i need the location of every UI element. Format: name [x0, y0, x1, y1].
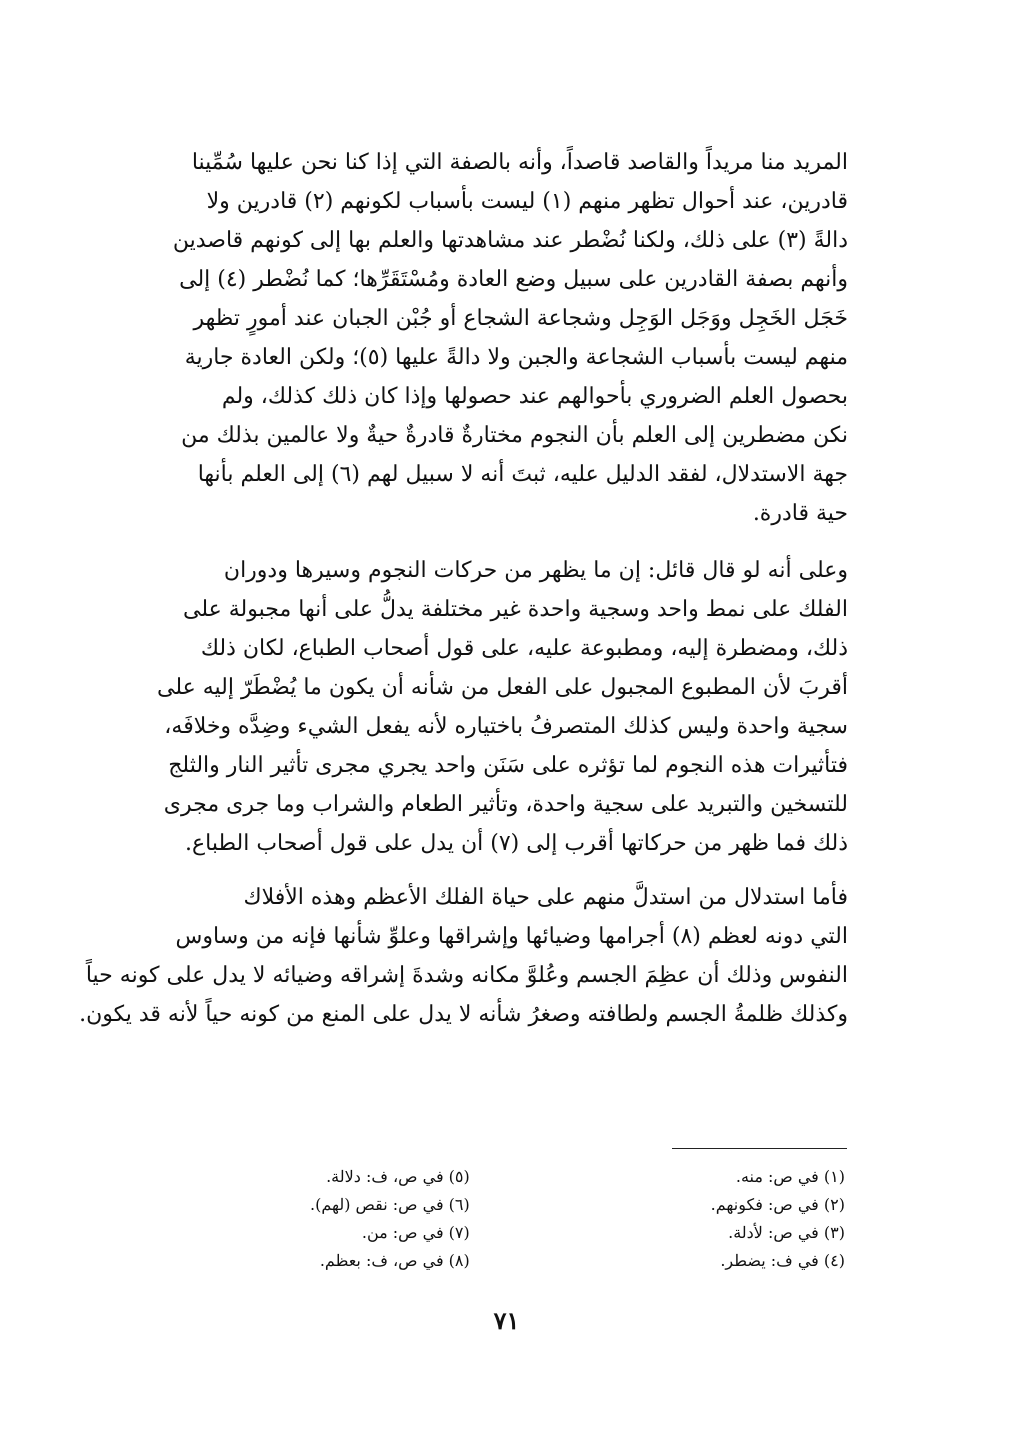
text-line: للتسخين والتبريد على سجية واحدة، وتأثير الطعام والشراب وما جرى مجرى	[163, 792, 848, 817]
footnote: (٤) في ف: يضطر.	[720, 1251, 845, 1270]
paragraph-3	[79, 878, 848, 1034]
text-line: أقربَ لأن المطبوع المجبول على الفعل من شأنه أن يكون ما يُضْطَرّ إليه على	[156, 675, 848, 700]
text-line: حية قادرة.	[752, 501, 848, 526]
text-line: خَجَل الخَجِل ووَجَل الوَجِل وشجاعة الشجاع أو جُبْن الجبان عند أمورٍ تظهر	[193, 306, 848, 331]
text-line: فأما استدلال من استدلَّ منهم على حياة الفلك الأعظم وهذه الأفلاك	[243, 885, 848, 910]
text-line: التي دونه لعظم (٨) أجرامها وضيائها وإشراقها وعلوِّ شأنها فإنه من وساوس	[175, 924, 848, 949]
footnotes	[310, 1163, 845, 1293]
text-line: دالةً (٣) على ذلك، ولكنا نُضْطر عند مشاهدتها والعلم بها إلى كونهم قاصدين	[172, 228, 848, 253]
text-line: جهة الاستدلال، لفقد الدليل عليه، ثبتَ أنه لا سبيل لهم (٦) إلى العلم بأنها	[197, 462, 848, 487]
text-line: قادرين، عند أحوال تظهر منهم (١) ليست بأسباب لكونهم (٢) قادرين ولا	[206, 189, 848, 214]
footnote: (٨) في ص، ف: بعظم.	[319, 1251, 470, 1270]
footnotes-right-column	[711, 1163, 845, 1293]
footnote: (٢) في ص: فكونهم.	[710, 1195, 845, 1214]
footnote: (٣) في ص: لأدلة.	[728, 1223, 845, 1242]
page-number: ٧١	[493, 1306, 520, 1335]
text-line: المريد منا مريداً والقاصد قاصداً، وأنه بالصفة التي إذا كنا نحن عليها سُمِّينا	[191, 150, 848, 175]
footnotes-left-column	[310, 1163, 470, 1293]
text-line: النفوس وذلك أن عظِمَ الجسم وعُلوَّ مكانه وشدةَ إشراقه وضيائه لا يدل على كونه حياً	[85, 963, 848, 988]
text-line: سجية واحدة وليس كذلك المتصرفُ باختياره لأنه يفعل الشيء وضِدَّه وخلافَه،	[164, 714, 848, 739]
footnote: (٥) في ص، ف: دلالة.	[326, 1167, 470, 1186]
paragraph-2	[158, 551, 848, 863]
text-line: نكن مضطرين إلى العلم بأن النجوم مختارةٌ قادرةٌ حيةٌ ولا عالمين بذلك من	[181, 423, 848, 448]
paragraph-1	[158, 143, 848, 533]
text-line: وعلى أنه لو قال قائل: إن ما يظهر من حركات النجوم وسيرها ودوران	[223, 558, 848, 583]
text-line: الفلك على نمط واحد وسجية واحدة غير مختلفة يدلُّ على أنها مجبولة على	[183, 597, 848, 622]
main-text	[79, 143, 848, 1034]
text-line: وأنهم بصفة القادرين على سبيل وضع العادة ومُسْتَقَرِّها؛ كما نُضْطر (٤) إلى	[179, 267, 848, 292]
text-line: ذلك فما ظهر من حركاتها أقرب إلى (٧) أن يدل على قول أصحاب الطباع.	[185, 831, 848, 856]
text-line: ذلك، ومضطرة إليه، ومطبوعة عليه، على قول أصحاب الطباع، لكان ذلك	[200, 636, 848, 661]
text-line: وكذلك ظلمةُ الجسم ولطافته وصغرُ شأنه لا يدل على المنع من كونه حياً لأنه قد يكون.	[79, 1002, 848, 1027]
text-line: فتأثيرات هذه النجوم لما تؤثره على سَنَن واحد يجري مجرى تأثير النار والثلج	[168, 753, 848, 778]
footnote: (٧) في ص: من.	[361, 1223, 470, 1242]
footnote-divider	[672, 1148, 847, 1149]
footnote: (٦) في ص: نقص (لهم).	[310, 1195, 470, 1214]
text-line: منهم ليست بأسباب الشجاعة والجبن ولا دالةً عليها (٥)؛ ولكن العادة جارية	[184, 345, 848, 370]
footnote: (١) في ص: منه.	[735, 1167, 845, 1186]
text-line: بحصول العلم الضروري بأحوالهم عند حصولها وإذا كان ذلك كذلك، ولم	[221, 384, 848, 409]
